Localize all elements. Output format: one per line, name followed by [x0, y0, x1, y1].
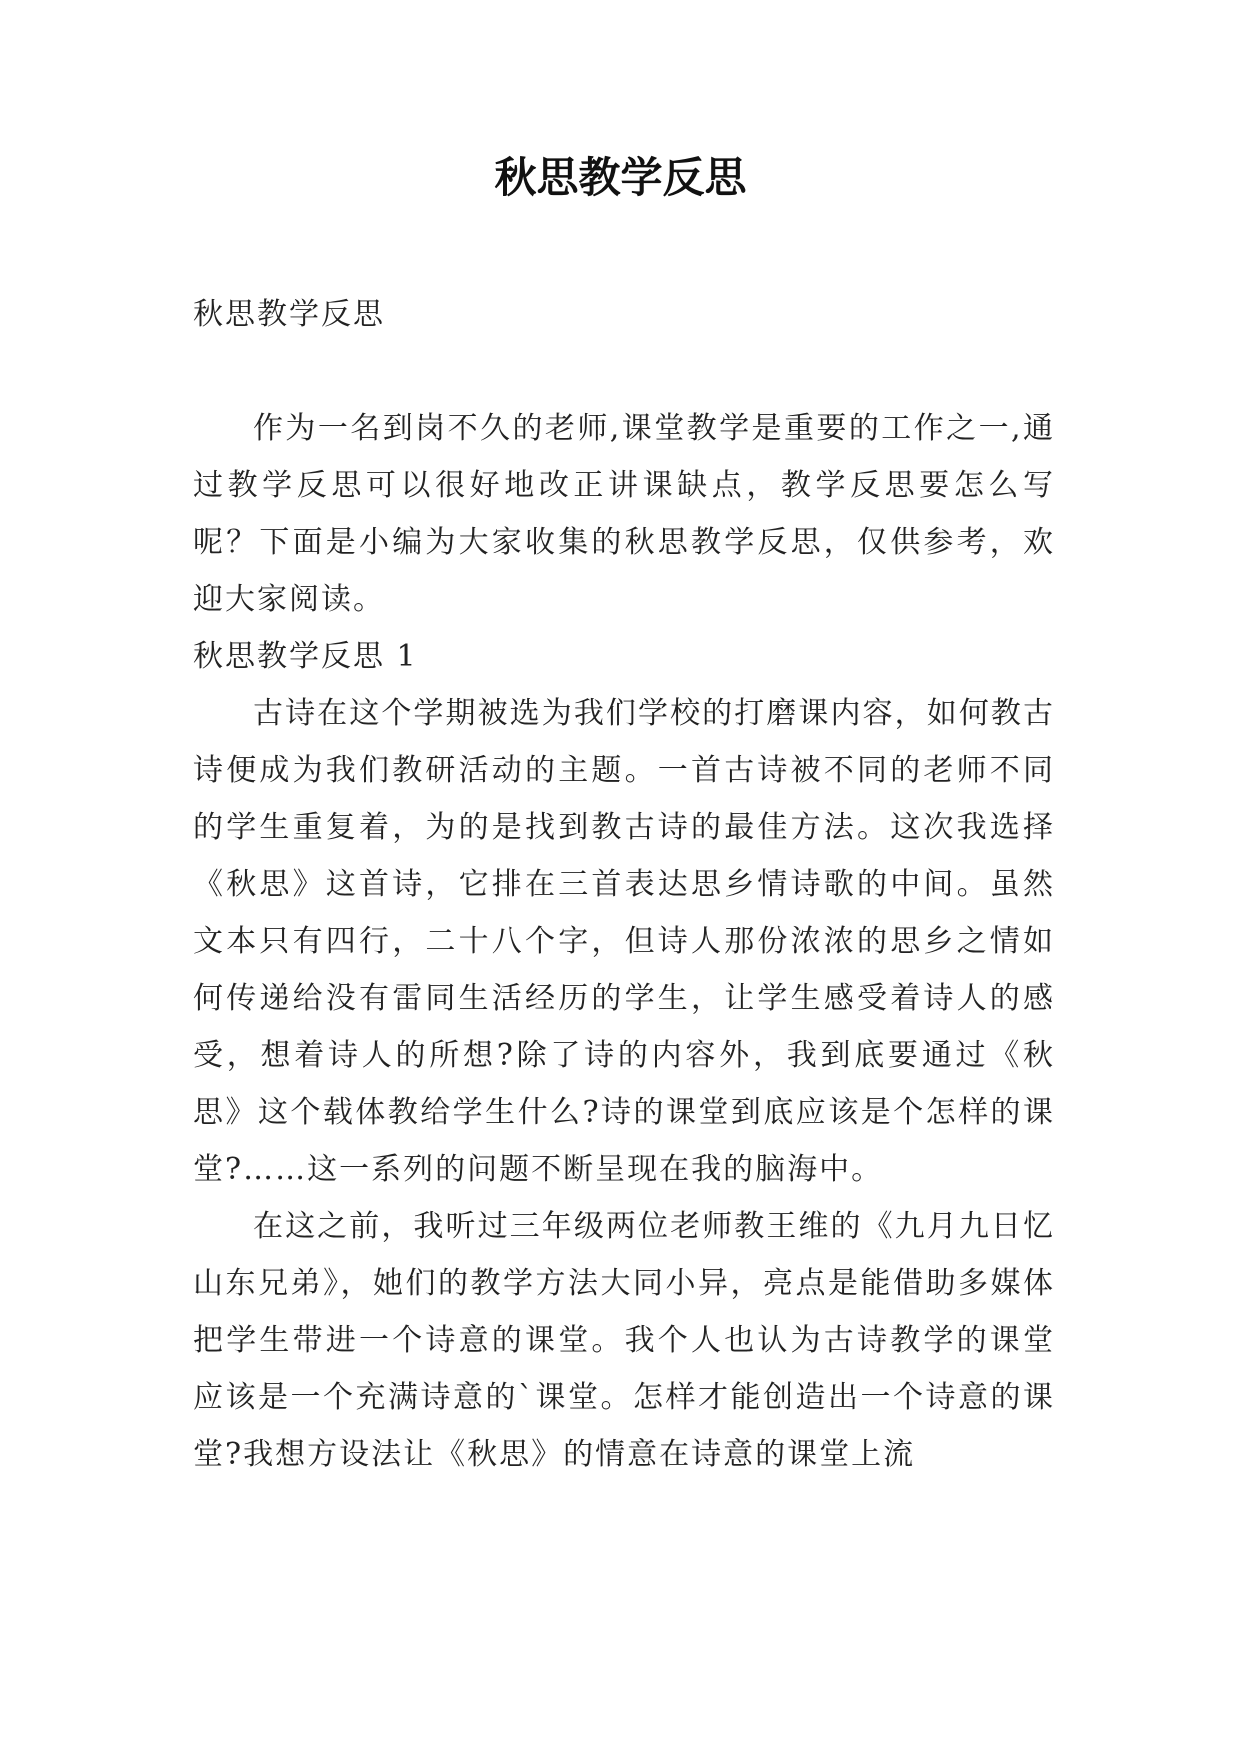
page-title: 秋思教学反思 [494, 153, 747, 202]
section-heading: 秋思教学反思 1 [193, 639, 418, 674]
body-paragraph: 古诗在这个学期被选为我们学校的打磨课内容，如何教古诗便成为我们教研活动的主题。一首古诗被不同的老师不同的学生重复着，为的是找到教古诗的最佳方法。这次我选择《秋思》这首诗，它排在三首表达思乡情诗歌的中间。虽然文本只有四行，二十八个字，但诗人那份浓浓的思乡之情如何传递给没有雷同生活经历的学生，让学生感受着诗人的感受，想着诗人的所想?除了诗的内容外，我到底要通过《秋思》这个载体教给学生什么?诗的课堂到底应该是个怎样的课堂?……这一系列的问题不断呈现在我的脑海中。 [193, 696, 1055, 1187]
intro-paragraph: 作为一名到岗不久的老师,课堂教学是重要的工作之一,通过教学反思可以很好地改正讲课缺点，教学反思要怎么写呢？下面是小编为大家收集的秋思教学反思，仅供参考，欢迎大家阅读。 [193, 411, 1055, 617]
document-body [193, 286, 1055, 1483]
document-subtitle: 秋思教学反思 [193, 297, 385, 332]
body-paragraph: 在这之前，我听过三年级两位老师教王维的《九月九日忆山东兄弟》，她们的教学方法大同小异，亮点是能借助多媒体把学生带进一个诗意的课堂。我个人也认为古诗教学的课堂应该是一个充满诗意的`课堂。怎样才能创造出一个诗意的课堂?我想方设法让《秋思》的情意在诗意的课堂上流 [193, 1209, 1055, 1472]
